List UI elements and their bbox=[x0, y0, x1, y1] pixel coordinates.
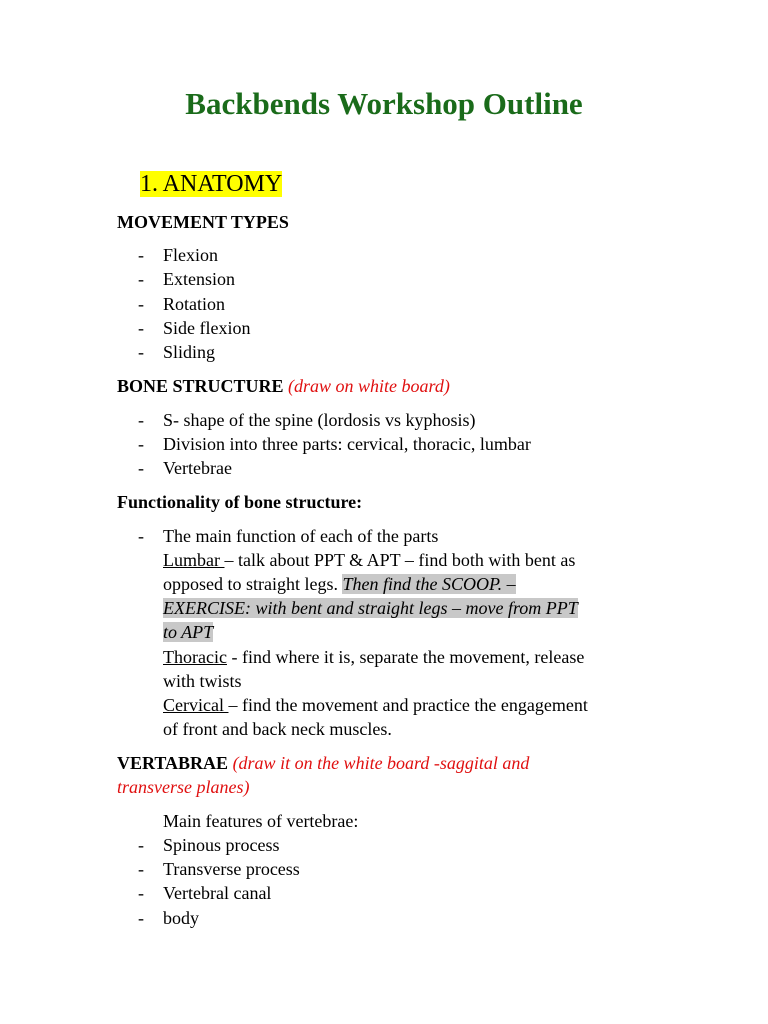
lumbar-exercise: Then find the SCOOP. – bbox=[342, 574, 516, 594]
lumbar-label: Lumbar bbox=[163, 550, 225, 570]
list-bullet: - bbox=[138, 434, 144, 454]
list-bullet: - bbox=[138, 245, 144, 265]
thoracic-label: Thoracic bbox=[163, 647, 227, 667]
vertebrae-intro: Main features of vertebrae: bbox=[163, 811, 359, 831]
thoracic-line-2: with twists bbox=[163, 671, 242, 691]
list-item: The main function of each of the parts bbox=[163, 526, 439, 546]
list-item: Rotation bbox=[163, 294, 225, 314]
vertebrae-note: transverse planes) bbox=[117, 777, 250, 797]
movement-types-heading: MOVEMENT TYPES bbox=[117, 212, 289, 232]
list-item: Division into three parts: cervical, thoracic, lumbar bbox=[163, 434, 531, 454]
list-bullet: - bbox=[138, 269, 144, 289]
vertebrae-title: VERTABRAE bbox=[117, 753, 229, 773]
list-bullet: - bbox=[138, 526, 144, 546]
list-item: Transverse process bbox=[163, 859, 300, 879]
bone-structure-title: BONE STRUCTURE bbox=[117, 376, 284, 396]
list-bullet: - bbox=[138, 294, 144, 314]
lumbar-line-3 bbox=[163, 596, 578, 620]
list-bullet: - bbox=[138, 458, 144, 478]
list-bullet: - bbox=[138, 859, 144, 879]
cervical-label: Cervical bbox=[163, 695, 229, 715]
list-item: body bbox=[163, 908, 199, 928]
cervical-line-1 bbox=[163, 693, 588, 717]
bone-structure-heading bbox=[117, 374, 450, 398]
cervical-line-2: of front and back neck muscles. bbox=[163, 719, 392, 739]
thoracic-text: - find where it is, separate the movement, release bbox=[226, 647, 585, 667]
list-item: S- shape of the spine (lordosis vs kyphosis) bbox=[163, 410, 476, 430]
lumbar-line-1 bbox=[163, 548, 575, 572]
cervical-text: – find the movement and practice the engagement bbox=[228, 695, 588, 715]
list-item: Spinous process bbox=[163, 835, 280, 855]
highlighted-heading: 1. ANATOMY bbox=[140, 171, 283, 197]
thoracic-line-1 bbox=[163, 645, 584, 669]
lumbar-line-2 bbox=[163, 572, 516, 596]
vertebrae-heading bbox=[117, 751, 529, 775]
functionality-heading: Functionality of bone structure: bbox=[117, 492, 363, 512]
list-bullet: - bbox=[138, 908, 144, 928]
list-item: Vertebral canal bbox=[163, 883, 272, 903]
page-title: Backbends Workshop Outline bbox=[185, 86, 583, 121]
list-item: Side flexion bbox=[163, 318, 251, 338]
list-item: Extension bbox=[163, 269, 235, 289]
bone-structure-note: (draw on white board) bbox=[288, 376, 450, 396]
list-bullet: - bbox=[138, 883, 144, 903]
lumbar-exercise: to APT bbox=[163, 622, 214, 642]
vertebrae-note-line-2 bbox=[117, 775, 249, 799]
lumbar-line-4 bbox=[163, 620, 213, 644]
list-bullet: - bbox=[138, 410, 144, 430]
list-item: Vertebrae bbox=[163, 458, 232, 478]
list-item: Sliding bbox=[163, 342, 216, 362]
lumbar-exercise: EXERCISE: with bent and straight legs – move from PPT bbox=[163, 598, 578, 618]
lumbar-text: – talk about PPT & APT – find both with bent as bbox=[224, 550, 576, 570]
list-bullet: - bbox=[138, 835, 144, 855]
list-bullet: - bbox=[138, 318, 144, 338]
list-item: Flexion bbox=[163, 245, 219, 265]
vertebrae-note: (draw it on the white board -saggital and bbox=[232, 753, 530, 773]
list-bullet: - bbox=[138, 342, 144, 362]
lumbar-text: opposed to straight legs. bbox=[163, 574, 343, 594]
section-heading-anatomy bbox=[140, 169, 282, 199]
